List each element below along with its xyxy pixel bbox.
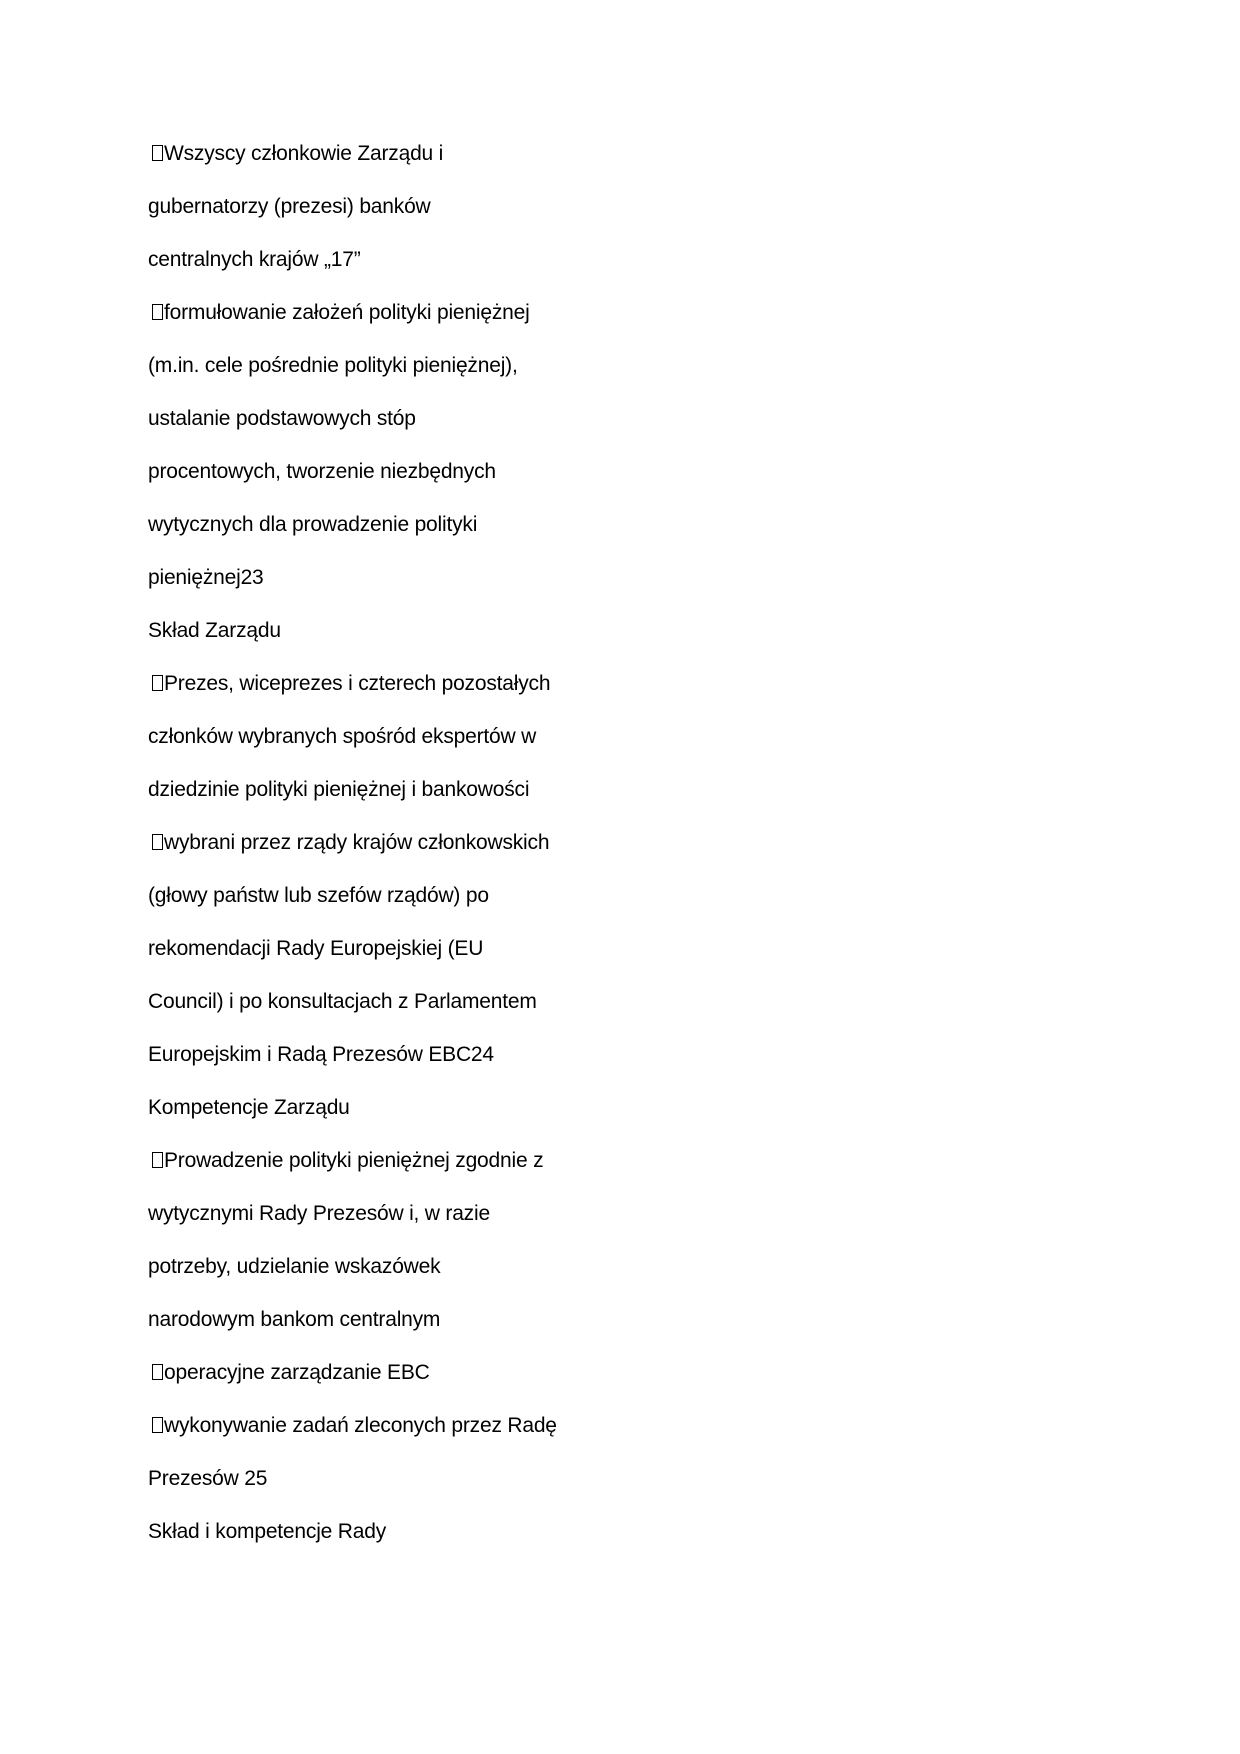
- line-text: Europejskim i Radą Prezesów EBC24: [148, 1043, 494, 1066]
- text-line: [148, 352, 848, 405]
- line-text: Prowadzenie polityki pieniężnej zgodnie z: [164, 1149, 544, 1172]
- line-text: Skład i kompetencje Rady: [148, 1520, 386, 1543]
- text-line: [148, 776, 848, 829]
- line-text: potrzeby, udzielanie wskazówek: [148, 1255, 441, 1278]
- text-line: [148, 246, 848, 299]
- line-text: wytycznymi Rady Prezesów i, w razie: [148, 1202, 490, 1225]
- text-line: [148, 882, 848, 935]
- missing-glyph-box-icon: [152, 1364, 163, 1380]
- bullet-line: [148, 140, 848, 193]
- text-line: [148, 988, 848, 1041]
- text-line: [148, 1094, 848, 1147]
- line-text: pieniężnej23: [148, 566, 264, 589]
- line-text: wytycznych dla prowadzenie polityki: [148, 513, 478, 536]
- line-text: Kompetencje Zarządu: [148, 1096, 350, 1119]
- line-text: rekomendacji Rady Europejskiej (EU: [148, 937, 484, 960]
- document-text-block: [148, 140, 848, 1571]
- text-line: [148, 723, 848, 776]
- line-text: wybrani przez rządy krajów członkowskich: [164, 831, 550, 854]
- line-text: operacyjne zarządzanie EBC: [164, 1361, 430, 1384]
- missing-glyph-box-icon: [152, 304, 163, 320]
- line-text: procentowych, tworzenie niezbędnych: [148, 460, 496, 483]
- line-text: narodowym bankom centralnym: [148, 1308, 441, 1331]
- text-line: [148, 1518, 848, 1571]
- text-line: [148, 617, 848, 670]
- line-text: Prezes, wiceprezes i czterech pozostałych: [164, 672, 551, 695]
- text-line: [148, 1465, 848, 1518]
- bullet-line: [148, 299, 848, 352]
- text-line: [148, 1306, 848, 1359]
- text-line: [148, 405, 848, 458]
- line-text: dziedzinie polityki pieniężnej i bankowości: [148, 778, 530, 801]
- line-text: formułowanie założeń polityki pieniężnej: [164, 301, 530, 324]
- line-text: Wszyscy członkowie Zarządu i: [164, 142, 444, 165]
- text-line: [148, 458, 848, 511]
- line-text: centralnych krajów „17”: [148, 248, 361, 271]
- line-text: wykonywanie zadań zleconych przez Radę: [164, 1414, 557, 1437]
- line-text: ustalanie podstawowych stóp: [148, 407, 416, 430]
- line-text: Skład Zarządu: [148, 619, 281, 642]
- line-text: gubernatorzy (prezesi) banków: [148, 195, 431, 218]
- missing-glyph-box-icon: [152, 1417, 163, 1433]
- bullet-line: [148, 1147, 848, 1200]
- bullet-line: [148, 670, 848, 723]
- missing-glyph-box-icon: [152, 675, 163, 691]
- line-text: Council) i po konsultacjach z Parlamentem: [148, 990, 537, 1013]
- missing-glyph-box-icon: [152, 145, 163, 161]
- missing-glyph-box-icon: [152, 1152, 163, 1168]
- text-line: [148, 1041, 848, 1094]
- bullet-line: [148, 1359, 848, 1412]
- line-text: członków wybranych spośród ekspertów w: [148, 725, 537, 748]
- text-line: [148, 1253, 848, 1306]
- text-line: [148, 1200, 848, 1253]
- bullet-line: [148, 1412, 848, 1465]
- text-line: [148, 564, 848, 617]
- line-text: (głowy państw lub szefów rządów) po: [148, 884, 489, 907]
- line-text: Prezesów 25: [148, 1467, 268, 1490]
- missing-glyph-box-icon: [152, 834, 163, 850]
- text-line: [148, 935, 848, 988]
- text-line: [148, 193, 848, 246]
- line-text: (m.in. cele pośrednie polityki pieniężnej),: [148, 354, 518, 377]
- text-line: [148, 511, 848, 564]
- bullet-line: [148, 829, 848, 882]
